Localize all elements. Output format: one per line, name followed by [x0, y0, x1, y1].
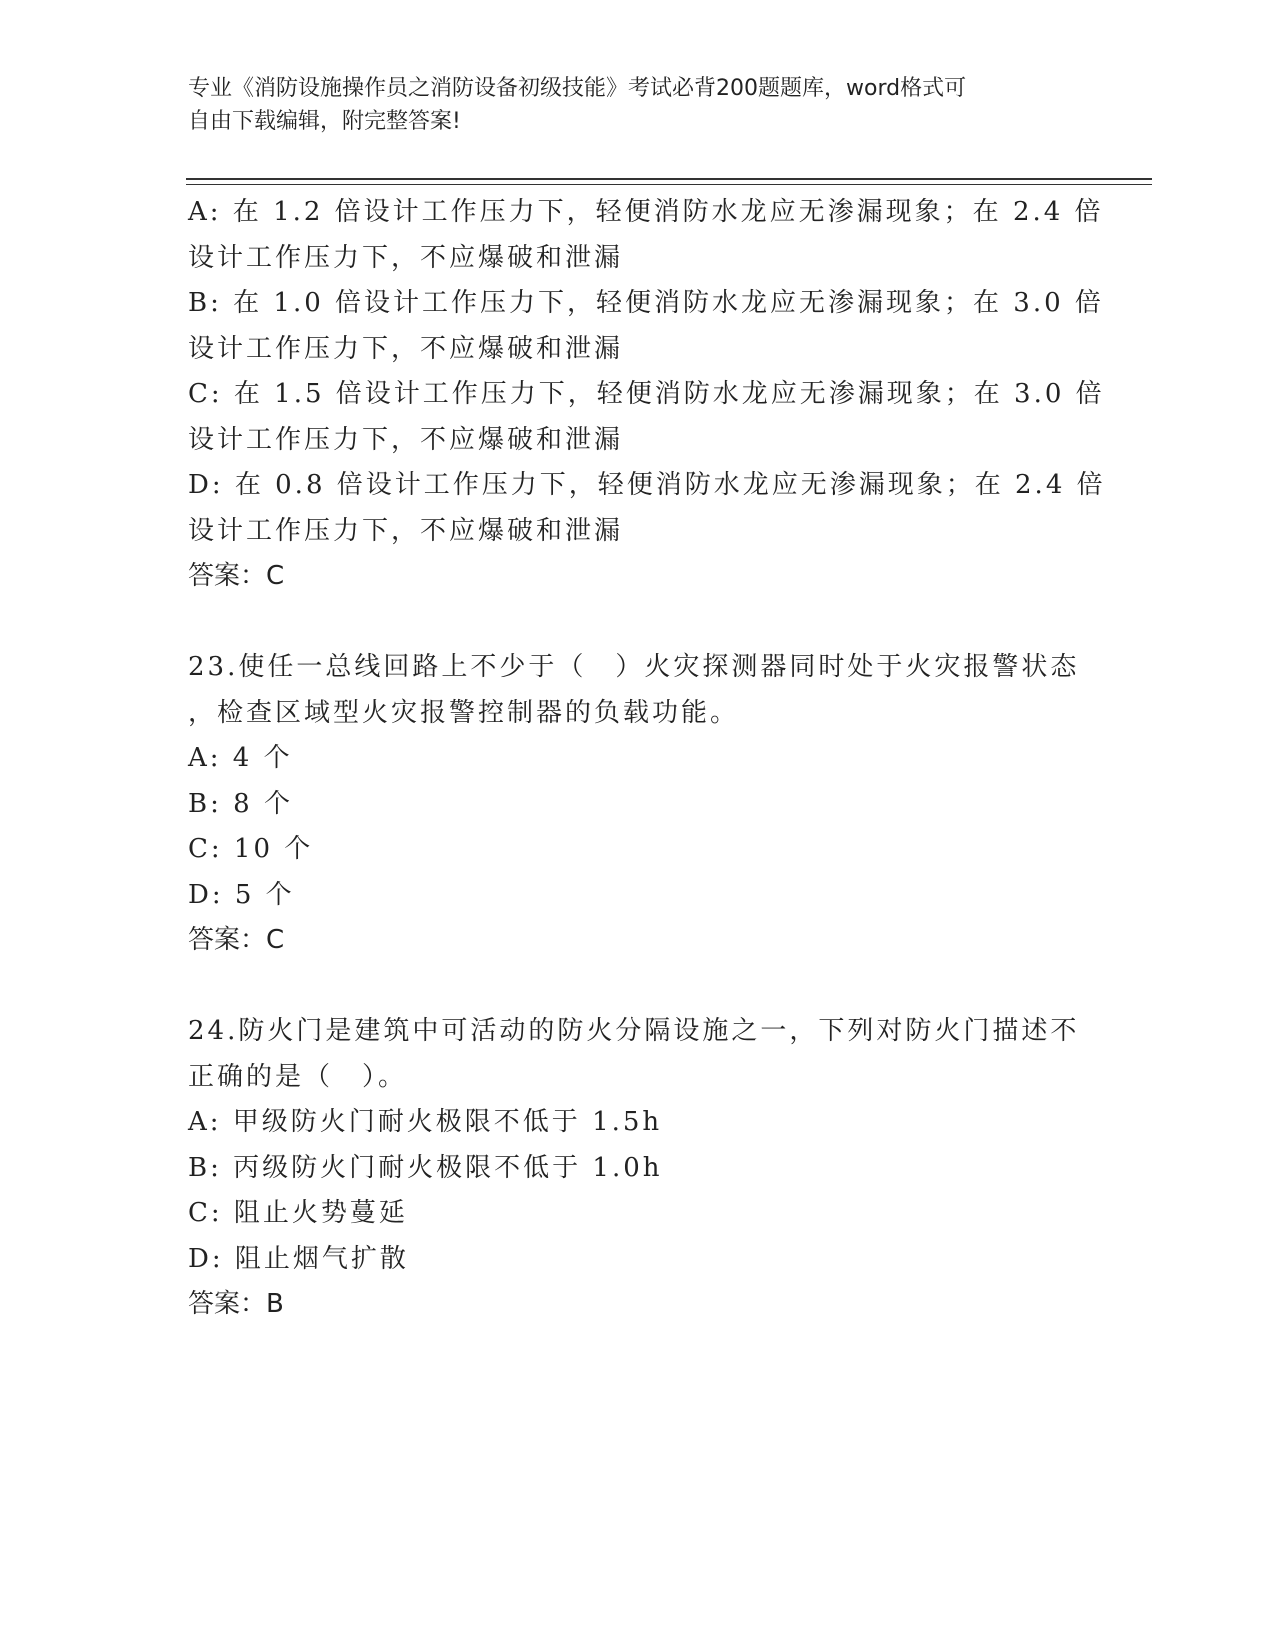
question-stem-line-2: ，检查区域型火灾报警控制器的负载功能。 — [188, 697, 740, 728]
option-c-line-1: C: 在 1.5 倍设计工作压力下，轻便消防水龙应无渗漏现象；在 3.0 倍 — [188, 379, 1105, 409]
question-22-options — [188, 190, 1106, 600]
option-c: C: 阻止火势蔓延 — [188, 1198, 408, 1228]
option-a-line-2: 设计工作压力下，不应爆破和泄漏 — [188, 242, 624, 273]
header-line-2: 自由下载编辑，附完整答案! — [188, 109, 461, 134]
question-23 — [188, 645, 1078, 964]
option-a: A: 甲级防火门耐火极限不低于 1.5h — [188, 1107, 663, 1137]
option-d: D: 阻止烟气扩散 — [188, 1243, 409, 1274]
option-a: A: 4 个 — [188, 743, 293, 773]
option-b: B: 8 个 — [188, 788, 293, 819]
header-rule-thick — [186, 178, 1152, 180]
answer-line: 答案：C — [188, 925, 285, 955]
document-header — [188, 72, 1068, 138]
option-b: B: 丙级防火门耐火极限不低于 1.0h — [188, 1152, 663, 1183]
option-c: C: 10 个 — [188, 834, 314, 864]
option-a-line-1: A: 在 1.2 倍设计工作压力下，轻便消防水龙应无渗漏现象；在 2.4 倍 — [188, 197, 1104, 227]
question-24 — [188, 1009, 1078, 1328]
spacer — [188, 600, 1078, 646]
option-d-line-2: 设计工作压力下，不应爆破和泄漏 — [188, 515, 624, 546]
answer-line: 答案：B — [188, 1289, 284, 1319]
answer-line: 答案：C — [188, 561, 285, 591]
question-stem-line-1: 24.防火门是建筑中可活动的防火分隔设施之一，下列对防火门描述不 — [188, 1016, 1080, 1046]
header-rule-thin — [186, 184, 1152, 185]
option-d: D: 5 个 — [188, 879, 295, 910]
spacer — [188, 964, 1078, 1010]
option-d-line-1: D: 在 0.8 倍设计工作压力下，轻便消防水龙应无渗漏现象；在 2.4 倍 — [188, 470, 1106, 500]
option-c-line-2: 设计工作压力下，不应爆破和泄漏 — [188, 424, 624, 455]
question-stem-line-1: 23.使任一总线回路上不少于（ ）火灾探测器同时处于火灾报警状态 — [188, 652, 1080, 682]
option-b-line-1: B: 在 1.0 倍设计工作压力下，轻便消防水龙应无渗漏现象；在 3.0 倍 — [188, 288, 1104, 318]
option-b-line-2: 设计工作压力下，不应爆破和泄漏 — [188, 333, 624, 364]
question-stem-line-2: 正确的是（ ）。 — [188, 1061, 408, 1092]
header-line-1: 专业《消防设施操作员之消防设备初级技能》考试必背200题题库，word格式可 — [188, 76, 967, 101]
document-body — [188, 190, 1106, 1328]
